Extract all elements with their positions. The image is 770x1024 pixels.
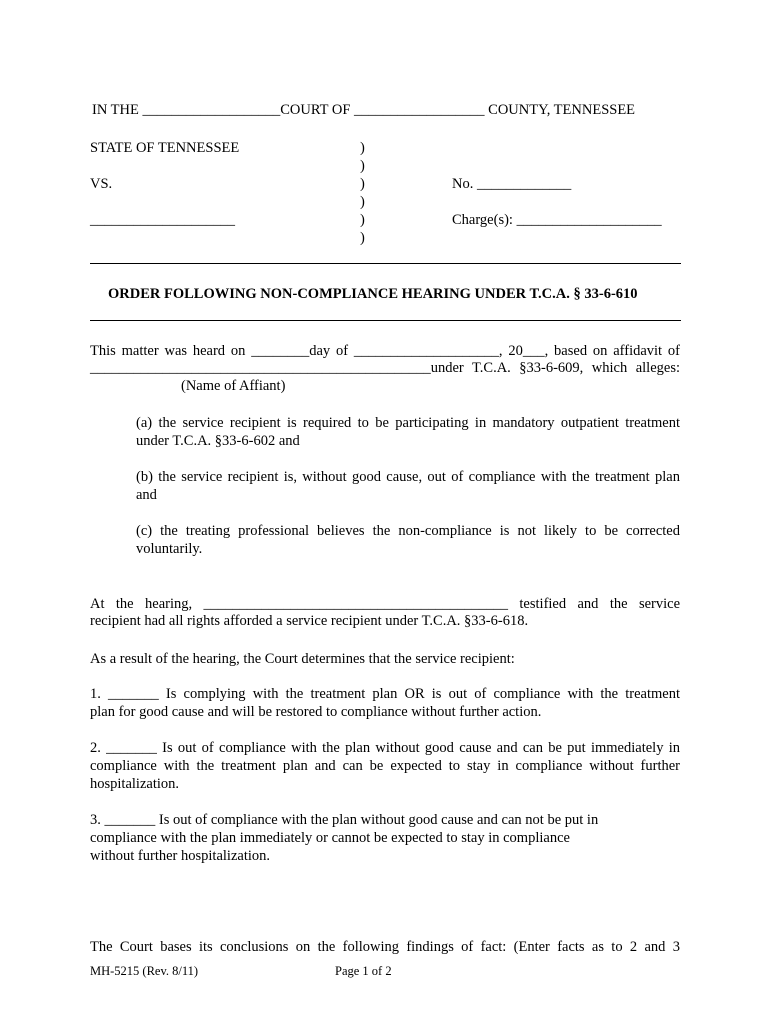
hearing-line-1: At the hearing, __________________________________________ testified and the service: [90, 596, 680, 612]
versus-label: VS.: [90, 176, 113, 192]
conclusion-line: The Court bases its conclusions on the following findings of fact: (Enter facts as to 2 and 3: [90, 939, 680, 955]
finding-3-line-1: 3. _______ Is out of compliance with the plan without good cause and can not be put in: [90, 812, 599, 828]
allegation-a-line-1: (a) the service recipient is required to be participating in mandatory outpatient treatment: [136, 415, 680, 431]
caption-bracket: ): [360, 194, 365, 210]
allegation-a-line-2: under T.C.A. §33-6-602 and: [136, 433, 300, 449]
finding-2-line-1: 2. _______ Is out of compliance with the plan without good cause and can be put immediately in: [90, 740, 680, 756]
caption-bracket: ): [360, 212, 365, 228]
caption-bracket: ): [360, 158, 365, 174]
hearing-line-2: recipient had all rights afforded a service recipient under T.C.A. §33-6-618.: [90, 613, 529, 629]
allegation-b-line-2: and: [136, 487, 157, 503]
heard-line-2: _______________________________________________under T.C.A. §33-6-609, which alleges:: [90, 360, 680, 376]
finding-2-line-3: hospitalization.: [90, 776, 179, 792]
finding-1-line-1: 1. _______ Is complying with the treatment plan OR is out of compliance with the treatment: [90, 686, 680, 702]
caption-bracket: ): [360, 140, 365, 156]
case-number-field: No. _____________: [452, 176, 572, 192]
allegation-c-line-2: voluntarily.: [136, 541, 203, 557]
determination-intro: As a result of the hearing, the Court determines that the service recipient:: [90, 651, 515, 667]
page-number: Page 1 of 2: [335, 964, 392, 978]
plaintiff-name: STATE OF TENNESSEE: [90, 140, 240, 156]
defendant-name-blank: ____________________: [90, 212, 235, 228]
form-id: MH-5215 (Rev. 8/11): [90, 964, 199, 978]
finding-2-line-2: compliance with the treatment plan and can be expected to stay in compliance without further: [90, 758, 680, 774]
caption-bracket: ): [360, 176, 365, 192]
allegation-b-line-1: (b) the service recipient is, without good cause, out of compliance with the treatment plan: [136, 469, 680, 485]
finding-3-line-2: compliance with the plan immediately or cannot be expected to stay in compliance: [90, 830, 570, 846]
charges-field: Charge(s): ____________________: [452, 212, 662, 228]
affiant-label: (Name of Affiant): [181, 378, 286, 394]
order-title: ORDER FOLLOWING NON-COMPLIANCE HEARING UNDER T.C.A. § 33-6-610: [108, 286, 638, 302]
finding-1-line-2: plan for good cause and will be restored to compliance without further action.: [90, 704, 542, 720]
allegation-c-line-1: (c) the treating professional believes the non-compliance is not likely to be corrected: [136, 523, 680, 539]
finding-3-line-3: without further hospitalization.: [90, 848, 271, 864]
title-bottom-rule: [90, 320, 681, 321]
court-header-line: IN THE ___________________COURT OF __________________ COUNTY, TENNESSEE: [92, 102, 636, 118]
title-top-rule: [90, 263, 681, 264]
heard-line-1: This matter was heard on ________day of ____________________, 20___, based on affidavit of: [90, 343, 680, 359]
caption-bracket: ): [360, 230, 365, 246]
